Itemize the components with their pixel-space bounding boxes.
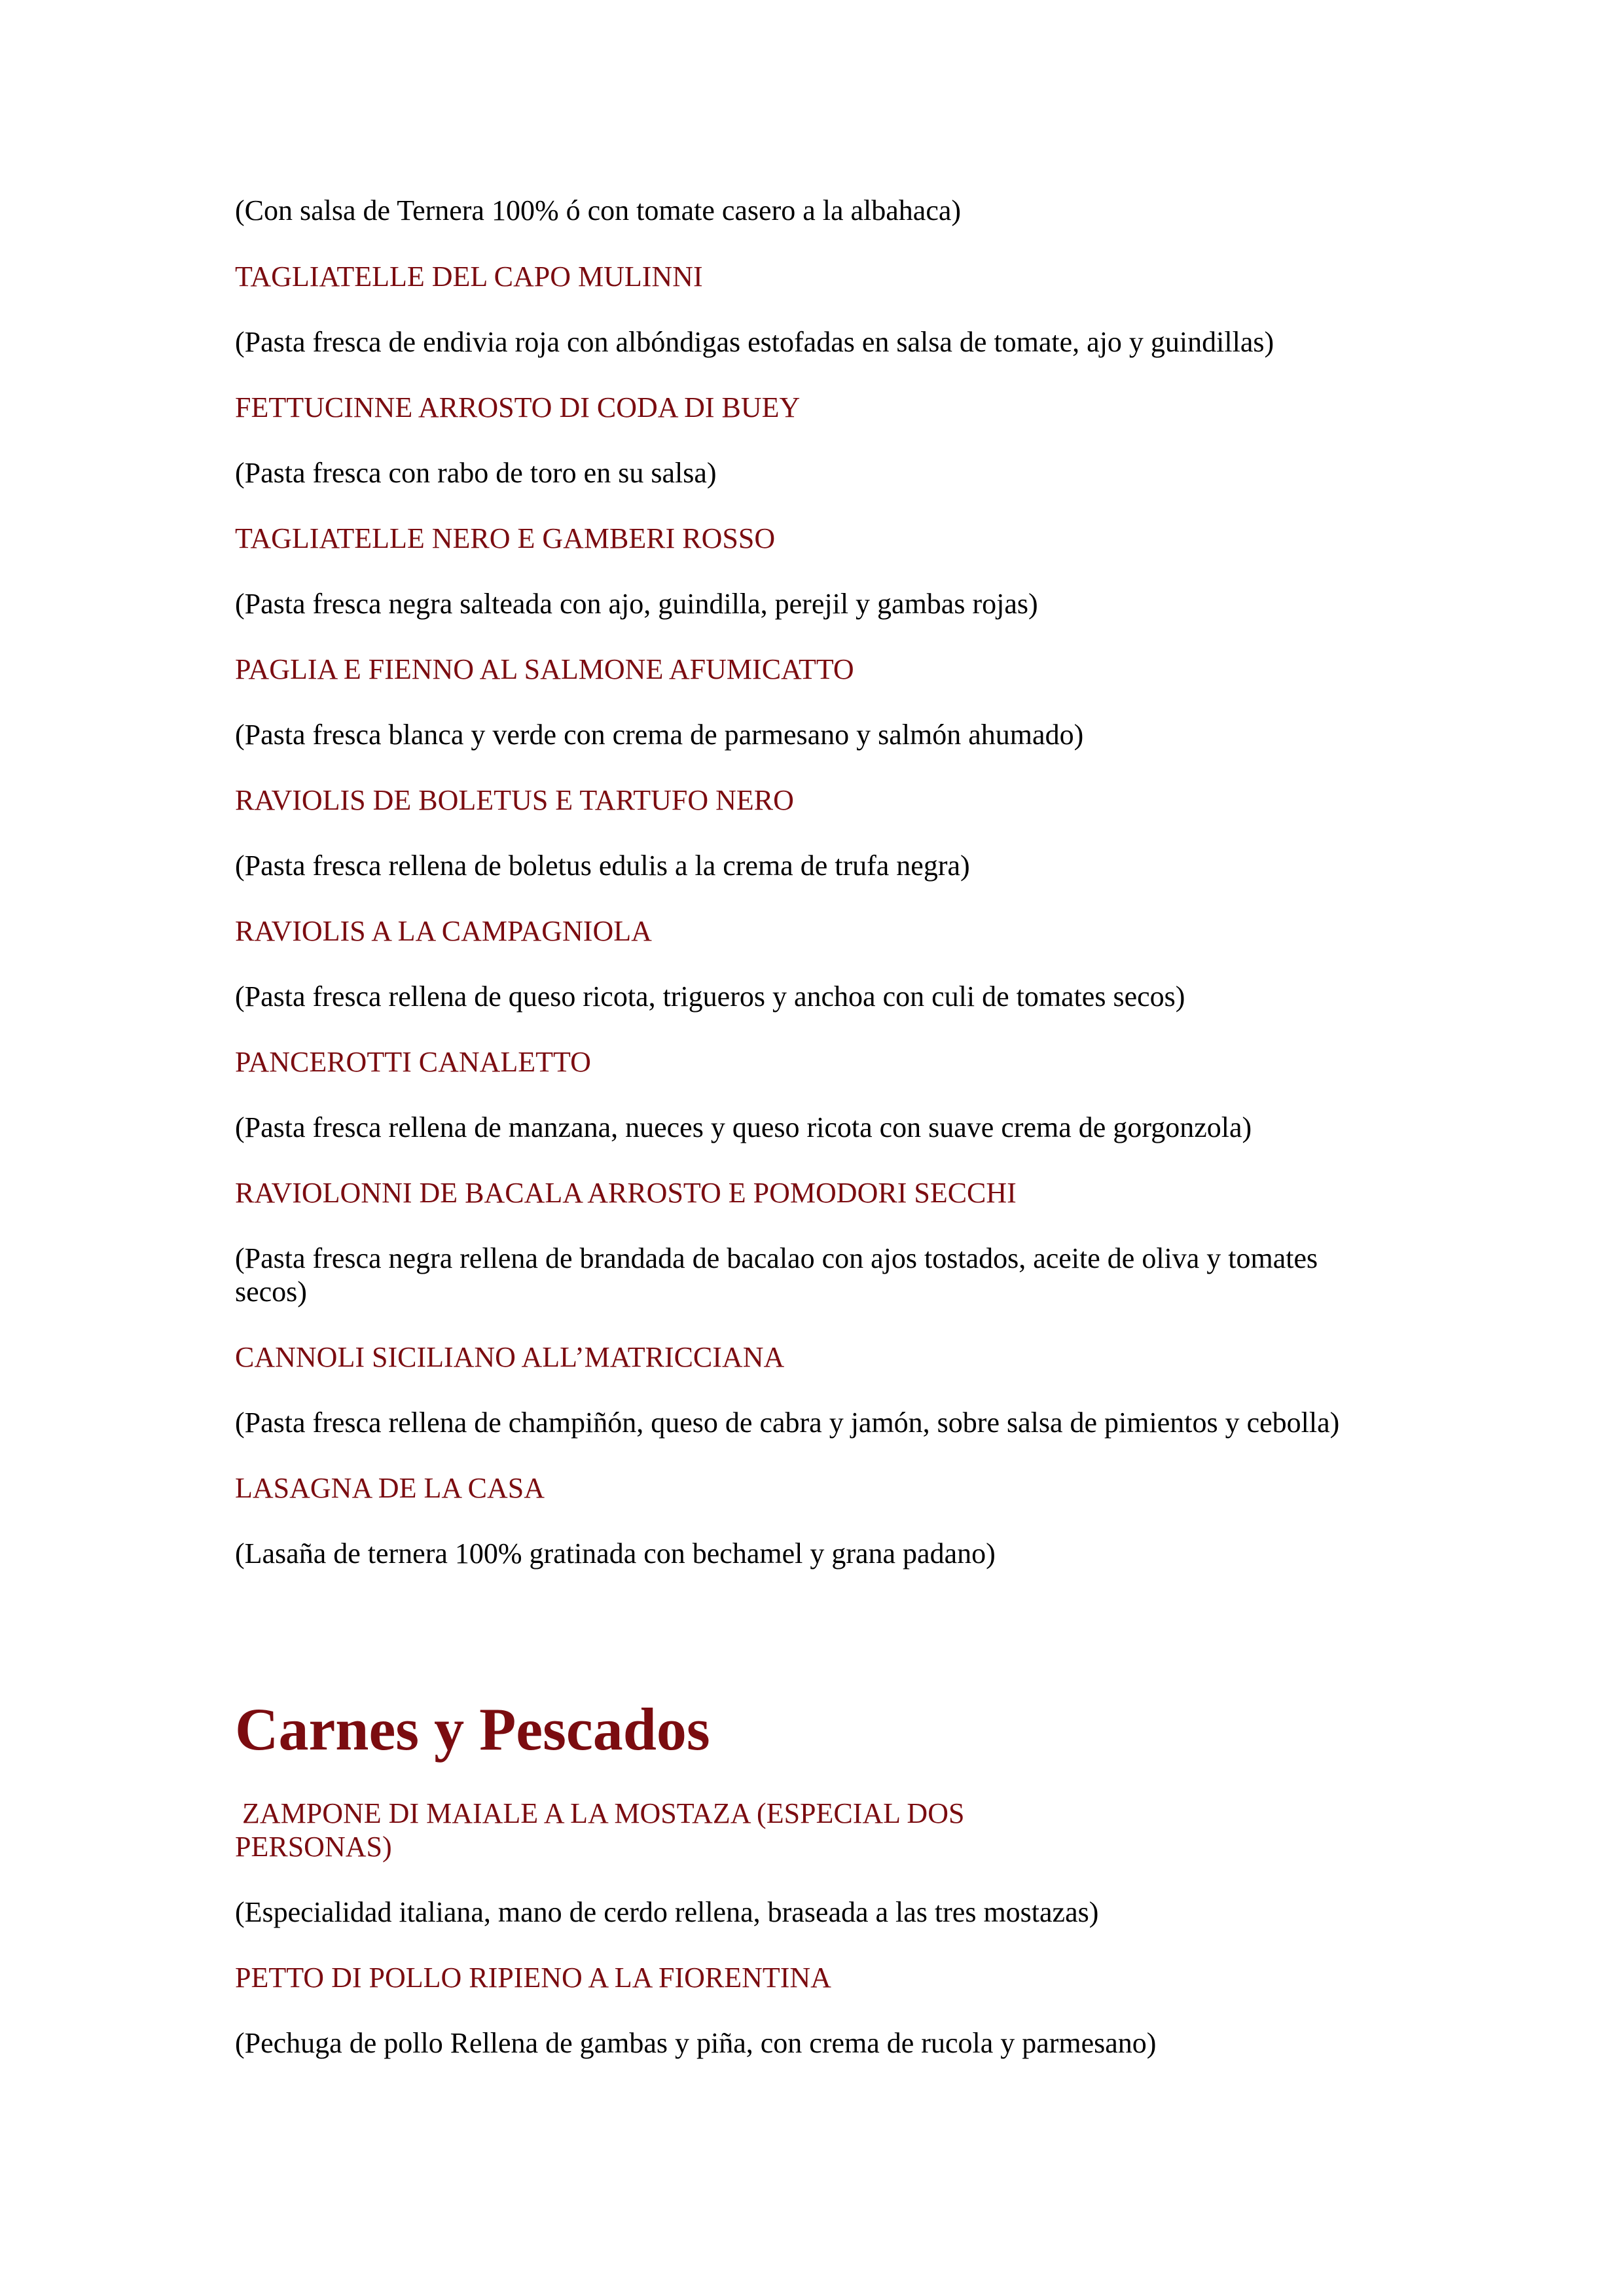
dish-description-paglia-e-fienno: (Pasta fresca blanca y verde con crema de parmesano y salmón ahumado) — [235, 719, 1084, 751]
dish-description-tagliatelle-nero: (Pasta fresca negra salteada con ajo, guindilla, perejil y gambas rojas) — [235, 588, 1038, 620]
dish-description-raviolonni-bacala-line-1: (Pasta fresca negra rellena de brandada de bacalao con ajos tostados, aceite de oliva y tomates — [235, 1242, 1318, 1274]
pasta-intro-description: (Con salsa de Ternera 100% ó con tomate casero a la albahaca) — [235, 194, 962, 226]
dish-description-raviolonni-bacala-line-2: secos) — [235, 1276, 307, 1308]
dish-description-pancerotti-canaletto: (Pasta fresca rellena de manzana, nueces y queso ricota con suave crema de gorgonzola) — [235, 1111, 1252, 1143]
dish-description-raviolis-campagniola: (Pasta fresca rellena de queso ricota, trigueros y anchoa con culi de tomates secos) — [235, 980, 1185, 1013]
dish-description-raviolis-boletus: (Pasta fresca rellena de boletus edulis a la crema de trufa negra) — [235, 850, 970, 882]
dish-title-tagliatelle-capo-mulinni: TAGLIATELLE DEL CAPO MULINNI — [235, 260, 703, 293]
dish-title-pancerotti-canaletto: PANCEROTTI CANALETTO — [235, 1046, 591, 1078]
dish-description-tagliatelle-capo-mulinni: (Pasta fresca de endivia roja con albóndigas estofadas en salsa de tomate, ajo y guindillas) — [235, 326, 1274, 358]
dish-title-raviolonni-bacala: RAVIOLONNI DE BACALA ARROSTO E POMODORI SECCHI — [235, 1177, 1017, 1209]
dish-title-petto-di-pollo: PETTO DI POLLO RIPIENO A LA FIORENTINA — [235, 1962, 831, 1994]
dish-title-cannoli-siciliano: CANNOLI SICILIANO ALL’MATRICCIANA — [235, 1341, 785, 1373]
dish-description-cannoli-siciliano: (Pasta fresca rellena de champiñón, queso de cabra y jamón, sobre salsa de pimientos y cebolla) — [235, 1407, 1340, 1439]
section-title-carnes-y-pescados: Carnes y Pescados — [235, 1696, 710, 1763]
dish-title-raviolis-campagniola: RAVIOLIS A LA CAMPAGNIOLA — [235, 915, 652, 947]
dish-description-fettucinne-coda-di-buey: (Pasta fresca con rabo de toro en su salsa) — [235, 457, 717, 489]
dish-title-fettucinne-coda-di-buey: FETTUCINNE ARROSTO DI CODA DI BUEY — [235, 391, 801, 423]
dish-title-zampone-line-1: ZAMPONE DI MAIALE A LA MOSTAZA (ESPECIAL DOS — [235, 1797, 965, 1829]
dish-description-petto-di-pollo: (Pechuga de pollo Rellena de gambas y piña, con crema de rucola y parmesano) — [235, 2027, 1157, 2059]
dish-title-tagliatelle-nero: TAGLIATELLE NERO E GAMBERI ROSSO — [235, 522, 776, 554]
dish-description-zampone: (Especialidad italiana, mano de cerdo rellena, braseada a las tres mostazas) — [235, 1896, 1099, 1928]
dish-title-paglia-e-fienno: PAGLIA E FIENNO AL SALMONE AFUMICATTO — [235, 653, 854, 685]
dish-description-lasagna-de-la-casa: (Lasaña de ternera 100% gratinada con bechamel y grana padano) — [235, 1537, 996, 1570]
dish-title-raviolis-boletus: RAVIOLIS DE BOLETUS E TARTUFO NERO — [235, 784, 794, 816]
dish-title-lasagna-de-la-casa: LASAGNA DE LA CASA — [235, 1472, 545, 1504]
dish-title-zampone-line-2: PERSONAS) — [235, 1831, 392, 1863]
